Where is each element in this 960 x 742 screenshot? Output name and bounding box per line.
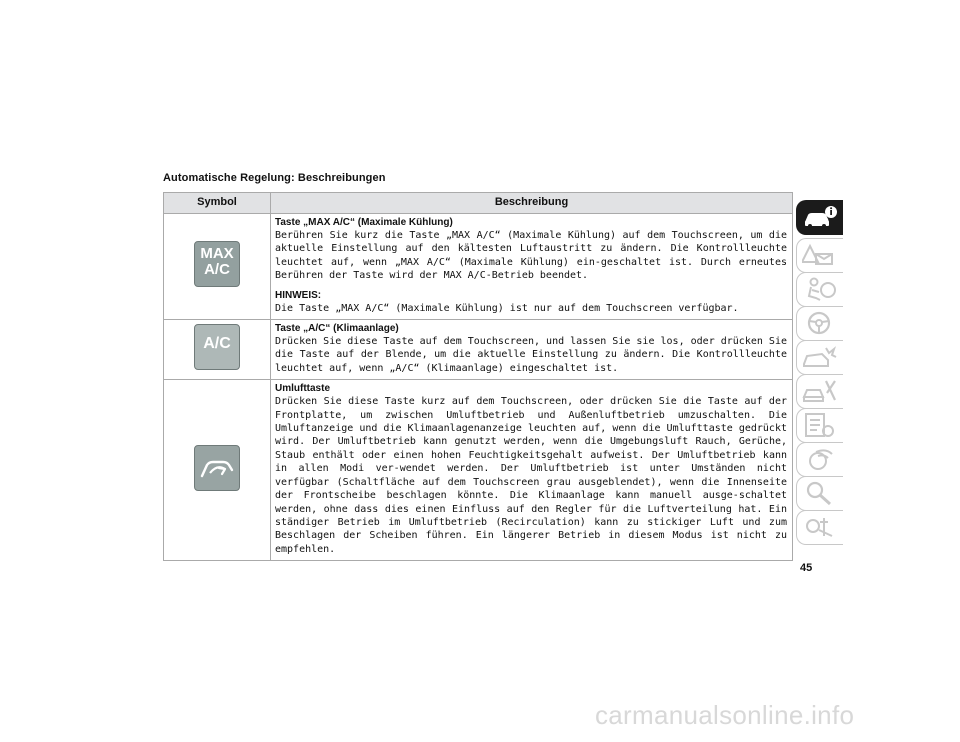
note-label: HINWEIS: [275,289,322,301]
table-row [164,380,793,561]
column-header-symbol: Symbol [164,193,271,214]
column-header-description: Beschreibung [271,193,793,214]
tab-safety[interactable] [796,272,843,307]
table-row [164,320,793,380]
warning-message-icon [802,242,838,268]
language-index-icon [802,514,838,540]
row-text: Berühren Sie kurz die Taste „MAX A/C“ (Maximale Kühlung) auf dem Touchscreen, um die aktuelle Einstellung auf den kältesten Luftaustritt zu ändern. Die Kontrollleuchte leuchtet auf, wenn „MAX A/C“ (Maximale Kühlung) ein-geschaltet ist. Durch erneutes Berühren der Taste wird der MAX A/C-Betrieb beendet. [275,230,787,282]
row-title: Taste „A/C“ (Klimaanlage) [275,323,399,335]
table-header-row [164,193,793,214]
magnifier-icon [802,480,838,506]
symbol-cell [164,214,271,320]
row-text: Drücken Sie diese Taste auf dem Touchscreen, und lassen Sie sie los, oder drücken Sie die Taste auf der Blende, um die aktuelle Einstellung zu ändern. Die Kontrollleuchte leuchtet auf, wenn „A/C“ (Klimaanlage) eingeschaltet ist. [275,336,787,374]
tab-driving[interactable] [796,306,843,341]
specs-list-icon [802,412,838,438]
row-text: Drücken Sie diese Taste kurz auf dem Touchscreen, oder drücken Sie die Taste auf der Frontplatte, um zwischen Umluftbetrieb und Außenluftbetrieb umzuschalten. Die Umluftanzeige und die Klimaanlagenanzeige leuchten auf, wenn die Umlufttaste gedrückt wird. Der Umluftbetrieb kann genutzt werden, wenn die Umgebungsluft Rauch, Gerüche, Staub enthält oder einen hohen Feuchtigkeitsgehalt aufweist. Der Umluftbetrieb kann in allen Modi ver-wendet werden. Der Umluftbetrieb ist unter Umständen nicht verfügbar (Schaltfläche auf dem Touchscreen grau ausgeblendet), wenn die Innenseite der Frontscheibe beschlagen könnte. Die Klimaanlage kann manuell ausge-schaltet werden, ohne dass dies einen Einfluss auf den Regler für die Luftverteilung hat. Ein ständiger Betrieb im Umluftbetrieb (Recirculation) kann zu stickiger Luft und zum Beschlagen der Scheiben führen. Ein längerer Betrieb in diesem Modus ist nicht zu empfehlen. [275,396,787,555]
car-crash-icon [802,344,838,370]
section-heading: Automatische Regelung: Beschreibungen [163,172,386,184]
tab-multimedia[interactable] [796,442,843,477]
description-cell [271,320,793,380]
symbol-cell [164,320,271,380]
watermark-text: carmanualsonline.info [595,700,855,730]
row-title: Umlufttaste [275,383,331,395]
ac-button-icon: A/C [194,324,240,370]
table-row [164,214,793,320]
tab-car-info[interactable] [796,200,843,235]
airbag-seat-icon [802,276,838,302]
recirculation-button-icon [194,445,240,491]
page-number: 45 [800,562,813,574]
symbol-cell [164,380,271,561]
tab-specs[interactable] [796,408,843,443]
car-info-icon [802,204,838,230]
tab-service[interactable] [796,374,843,409]
description-table [163,192,793,561]
max-ac-button-icon: MAX A/C [194,241,240,287]
tab-index[interactable] [796,510,843,545]
tab-emergency[interactable] [796,340,843,375]
tab-warnings[interactable] [796,238,843,273]
car-tools-icon [802,378,838,404]
tab-search[interactable] [796,476,843,511]
row-title: Taste „MAX A/C“ (Maximale Kühlung) [275,217,453,228]
description-cell [271,380,793,561]
steering-wheel-icon [802,310,838,336]
description-cell [271,214,793,320]
note-text: Die Taste „MAX A/C“ (Maximale Kühlung) ist nur auf dem Touchscreen verfügbar. [275,302,739,314]
media-radio-icon [802,446,838,472]
